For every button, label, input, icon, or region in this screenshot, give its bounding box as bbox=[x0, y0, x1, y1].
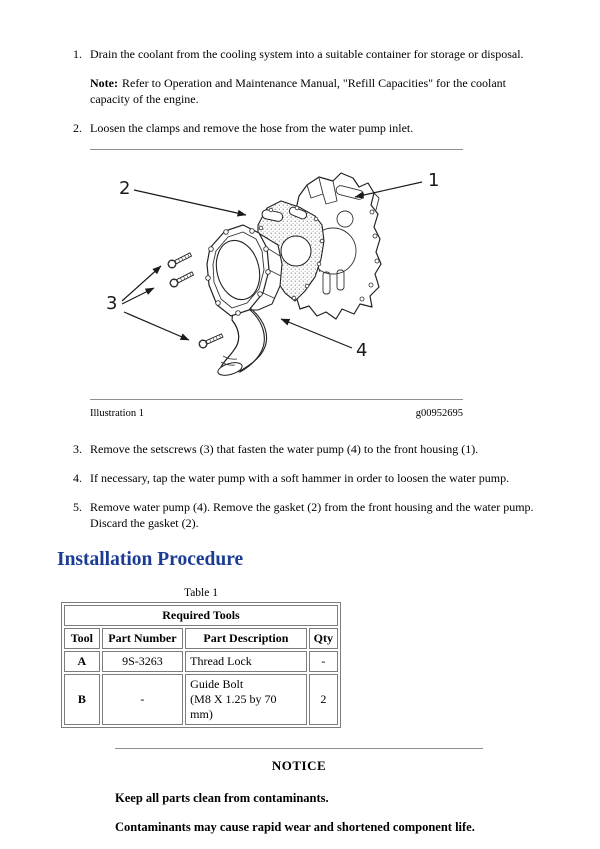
col-header-part-number: Part Number bbox=[102, 628, 183, 649]
required-tools-table bbox=[61, 602, 341, 728]
figure-caption bbox=[90, 400, 463, 419]
notice-line-2: Contaminants may cause rapid wear and shortened component life. bbox=[115, 820, 475, 834]
callout-4-label: 4 bbox=[356, 340, 368, 361]
callout-3-label: 3 bbox=[106, 293, 118, 314]
removal-step-3 bbox=[73, 441, 560, 457]
step-text: Remove the setscrews (3) that fasten the water pump (4) to the front housing (1). bbox=[90, 442, 479, 456]
callout-2-label: 2 bbox=[119, 178, 131, 199]
figure-caption-label: Illustration 1 bbox=[90, 408, 144, 419]
required-tools-section bbox=[61, 587, 560, 728]
table-caption: Table 1 bbox=[183, 587, 218, 599]
callout-2-arrow bbox=[134, 190, 246, 215]
part-description-line-2: (M8 X 1.25 by 70 mm) bbox=[190, 692, 277, 721]
water-pump-drawing bbox=[206, 225, 282, 378]
cell-part-number: - bbox=[102, 674, 183, 725]
notice-title: NOTICE bbox=[271, 758, 327, 773]
part-description-line-1: Guide Bolt bbox=[190, 677, 244, 691]
notice-line-1: Keep all parts clean from contaminants. bbox=[115, 791, 329, 805]
callout-3-arrow-c bbox=[124, 312, 189, 340]
callout-4-arrow bbox=[281, 319, 352, 348]
figure-top-rule bbox=[90, 149, 463, 150]
figure-id: g00952695 bbox=[415, 408, 463, 419]
step-number: 1. bbox=[73, 47, 82, 61]
step-text: Remove water pump (4). Remove the gasket (2) from the front housing and the water pump. Discard the gasket (2). bbox=[90, 500, 534, 530]
cell-tool: A bbox=[64, 651, 100, 672]
exploded-view-figure bbox=[90, 149, 463, 419]
notice-top-rule bbox=[115, 748, 483, 749]
step-text: If necessary, tap the water pump with a soft hammer in order to loosen the water pump. bbox=[90, 471, 510, 485]
table-row bbox=[64, 651, 338, 672]
step-number: 4. bbox=[73, 471, 82, 485]
cell-qty: - bbox=[309, 651, 338, 672]
removal-step-5 bbox=[73, 499, 560, 531]
note-label: Note: bbox=[90, 76, 118, 90]
removal-step-1 bbox=[73, 46, 560, 62]
step-text: Loosen the clamps and remove the hose from the water pump inlet. bbox=[90, 121, 414, 135]
table-row bbox=[64, 674, 338, 725]
step-text: Drain the coolant from the cooling system into a suitable container for storage or disposal. bbox=[90, 47, 524, 61]
col-header-qty: Qty bbox=[309, 628, 338, 649]
cell-part-number: 9S-3263 bbox=[102, 651, 183, 672]
cell-qty: 2 bbox=[309, 674, 338, 725]
installation-procedure-heading: Installation Procedure bbox=[57, 549, 244, 570]
step-number: 5. bbox=[73, 500, 82, 514]
step-number: 2. bbox=[73, 121, 82, 135]
callout-1-label: 1 bbox=[428, 170, 440, 191]
col-header-tool: Tool bbox=[64, 628, 100, 649]
removal-step-4 bbox=[73, 470, 560, 486]
removal-step-2 bbox=[73, 120, 560, 136]
table-header-row bbox=[64, 628, 338, 649]
note-text: Refer to Operation and Maintenance Manual, "Refill Capacities" for the coolant capacity of the engine. bbox=[90, 76, 506, 106]
notice-block bbox=[115, 748, 495, 835]
cell-part-description bbox=[185, 674, 306, 725]
table-title: Required Tools bbox=[64, 605, 338, 626]
cell-tool: B bbox=[64, 674, 100, 725]
water-pump-exploded-diagram bbox=[90, 152, 463, 392]
col-header-part-description: Part Description bbox=[185, 628, 306, 649]
callout-3-arrow-a bbox=[122, 266, 161, 301]
note-paragraph bbox=[90, 75, 530, 107]
cell-part-description: Thread Lock bbox=[185, 651, 306, 672]
step-number: 3. bbox=[73, 442, 82, 456]
